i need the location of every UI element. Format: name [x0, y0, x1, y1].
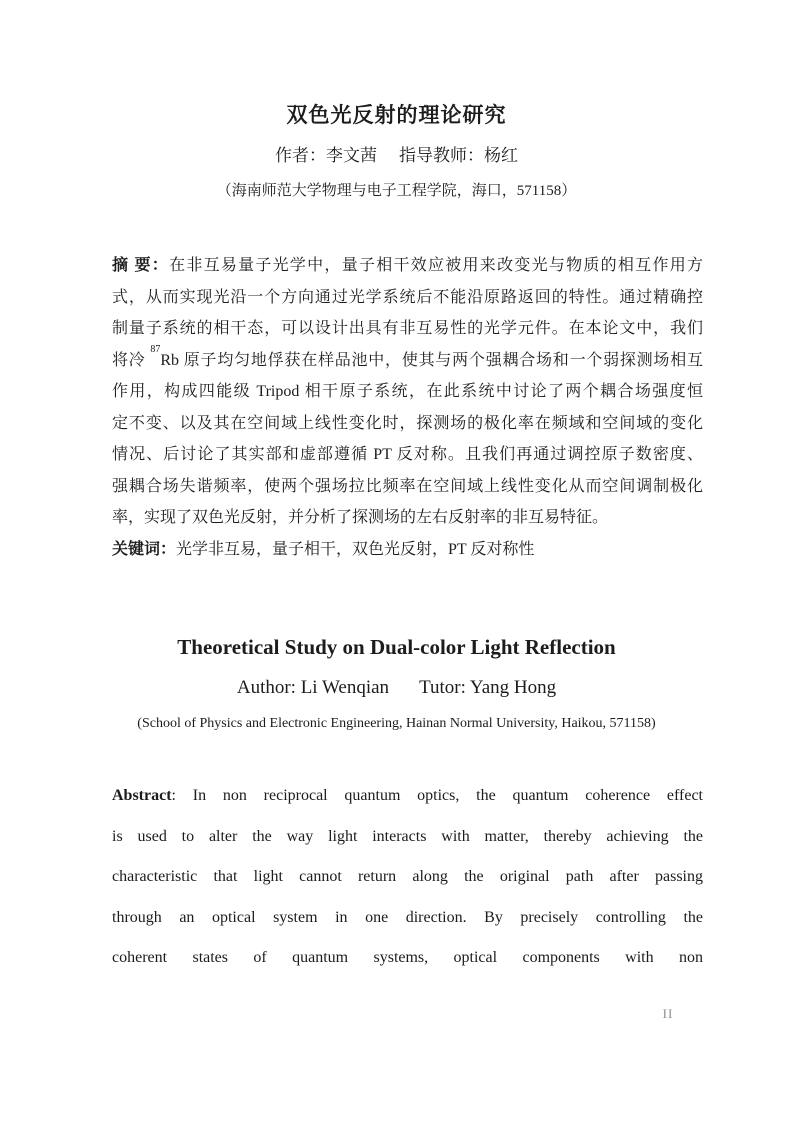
text-segment: 定不变、以及其在空间域上线性变化时，探测场的极化率在频域和空间域的变化	[112, 414, 703, 432]
chinese-abstract-line	[112, 502, 703, 534]
chinese-affiliation: （海南师范大学物理与电子工程学院，海口，571158）	[216, 183, 577, 199]
text-segment: 将冷	[112, 351, 151, 369]
page-number: II	[662, 1006, 674, 1021]
english-abstract	[112, 776, 703, 979]
chinese-abstract-line	[112, 534, 703, 566]
english-abstract-line	[112, 776, 703, 817]
chinese-abstract-line	[112, 250, 703, 282]
chinese-author: 作者：李文茜	[275, 146, 377, 165]
text-segment: 在非互易量子光学中，量子相干效应被用来改变光与物质的相互作用方	[169, 257, 703, 274]
text-segment: through an optical system in one direction. By precisely controlling the	[112, 908, 703, 926]
text-segment: 情况、后讨论了其实部和虚部遵循 PT 反对称。且我们再通过调控原子数密度、	[112, 446, 703, 463]
text-segment: 光学非互易，量子相干，双色光反射，PT 反对称性	[176, 540, 535, 558]
text-segment: 式，从而实现光沿一个方向通过光学系统后不能沿原路返回的特性。通过精确控	[112, 288, 703, 306]
text-segment: characteristic that light cannot return along the original path after passing	[112, 868, 703, 885]
text-segment: is used to alter the way light interacts with matter, thereby achieving the	[112, 827, 703, 845]
english-title: Theoretical Study on Dual-color Light Reflection	[177, 635, 616, 659]
english-abstract-line	[112, 938, 703, 979]
english-author: Author: Li Wenqian	[236, 677, 390, 698]
chinese-abstract-line	[112, 439, 703, 471]
chinese-abstract-line	[112, 313, 703, 345]
text-segment: 作用，构成四能级 Tripod 相干原子系统，在此系统中讨论了两个耦合场强度恒	[112, 383, 703, 400]
chinese-author-line	[0, 145, 793, 167]
chinese-abstract	[112, 250, 703, 565]
chinese-abstract-line	[112, 376, 703, 408]
chinese-title: 双色光反射的理论研究	[286, 103, 507, 127]
text-segment: coherent states of quantum systems, optical components with non	[112, 949, 703, 966]
text-segment: Rb 原子均匀地俘获在样品池中，使其与两个强耦合场和一个弱探测场相互	[160, 351, 703, 369]
chinese-abstract-line	[112, 471, 703, 503]
chinese-abstract-line	[112, 408, 703, 440]
chinese-abstract-line	[112, 282, 703, 314]
english-tutor: Tutor: Yang Hong	[419, 677, 557, 698]
text-segment: : In non reciprocal quantum optics, the quantum coherence effect	[171, 787, 703, 804]
text-segment: 强耦合场失谐频率，使两个强场拉比频率在空间域上线性变化从而空间调制极化	[112, 477, 703, 495]
text-segment: 率，实现了双色光反射，并分析了探测场的左右反射率的非互易特征。	[112, 509, 609, 526]
line-label-bold: 关键词：	[112, 540, 177, 558]
line-label-bold: 摘 要：	[112, 257, 170, 274]
chinese-tutor: 指导教师：杨红	[399, 146, 518, 165]
superscript-text: 87	[150, 344, 161, 356]
english-abstract-line	[112, 817, 703, 858]
text-segment: 制量子系统的相干态，可以设计出具有非互易性的光学元件。在本论文中，我们	[112, 320, 703, 337]
line-label-bold: Abstract	[112, 787, 172, 804]
english-author-line	[0, 676, 793, 700]
english-abstract-line	[112, 898, 703, 939]
english-affiliation: (School of Physics and Electronic Engineering, Hainan Normal University, Haikou, 571158)	[137, 716, 656, 731]
english-abstract-line	[112, 857, 703, 898]
chinese-abstract-line	[112, 345, 703, 377]
